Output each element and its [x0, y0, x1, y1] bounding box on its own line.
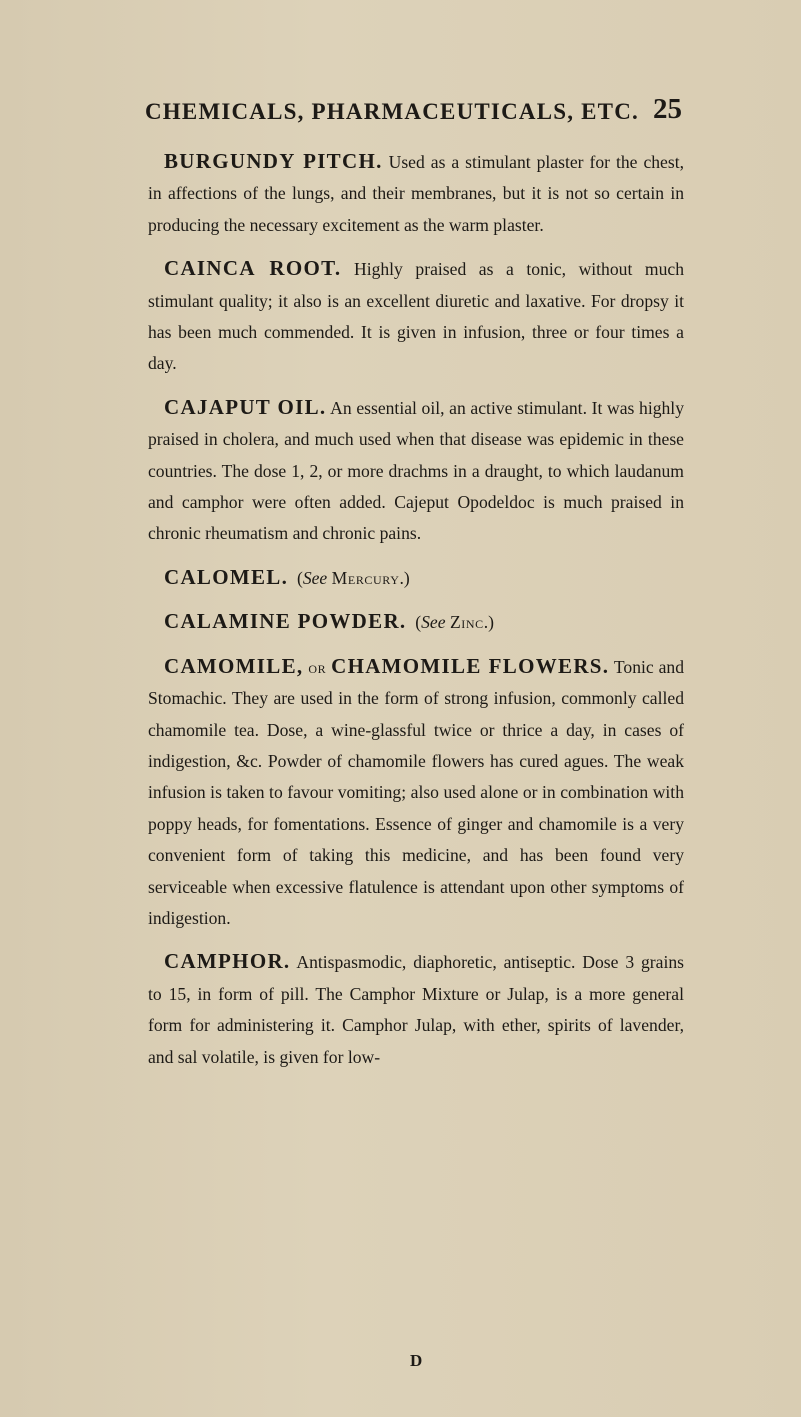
entry-paragraph [148, 946, 684, 1073]
entry-text: Highly praised as a tonic, without much stimulant quality; it also is an excellent diuretic and laxative. For dropsy it has been much commended. It is given in infusion, three or four times a day. [148, 259, 684, 374]
entry-burgundy-pitch [148, 146, 684, 241]
entry-term: CALOMEL. [164, 564, 289, 589]
entry-paragraph [148, 146, 684, 241]
running-head: CHEMICALS, PHARMACEUTICALS, ETC. [145, 99, 639, 124]
entry-term-alternate: CHAMOMILE FLOWERS. [331, 653, 610, 678]
entry-term: CAMPHOR. [164, 949, 291, 974]
signature-mark: D [410, 1351, 423, 1370]
see-label: See [302, 567, 328, 588]
entry-paragraph [148, 253, 684, 380]
entry-calomel [148, 562, 684, 594]
page-number: 25 [653, 93, 682, 125]
entry-text: Tonic and Stomachic. They are used in the form of strong infusion, commonly called chamomile tea. Dose, a wine-glassful twice or thrice a day, in cases of indigestion, &c. Powder of chamomile flowers has cured agues. The weak infusion is taken to favour vomiting; also used alone or in combination with poppy heads, for fomentations. Essence of ginger and chamomile is a very convenient form of taking this medicine, and has been found very serviceable when excessive flatulence is attendant upon other symptoms of indigestion. [148, 656, 684, 928]
entry-term: CAMOMILE, [164, 653, 304, 678]
cross-reference-target: Mercury [331, 567, 400, 588]
page-body [148, 146, 684, 1085]
entry-text: An essential oil, an active stimulant. It was highly praised in cholera, and much used when that disease was epidemic in these countries. The dose 1, 2, or more drachms in a draught, to which laudanum and camphor were often added. Cajeput Opodeldoc is much praised in chronic rheumatism and chronic pains. [148, 397, 684, 544]
entry-camomile [148, 651, 684, 935]
entry-calamine-powder [148, 606, 684, 638]
see-label: See [421, 612, 446, 633]
entry-text: Antispasmodic, diaphoretic, antiseptic. Dose 3 grains to 15, in form of pill. The Camphor Mixture or Julap, is a more general form for administering it. Camphor Julap, with ether, spirits of lavender, and sal volatile, is given for low- [148, 952, 684, 1067]
entry-conjunction: or [308, 656, 327, 677]
cross-reference-close: .) [399, 567, 410, 588]
entry-term: CAINCA ROOT. [164, 256, 342, 281]
entry-paragraph [148, 562, 684, 594]
entry-cajaput-oil [148, 392, 684, 550]
cross-reference-open: ( [415, 612, 422, 633]
cross-reference-open: ( [296, 567, 303, 588]
entry-paragraph [148, 606, 684, 638]
page-header [0, 93, 801, 133]
entry-paragraph [148, 651, 684, 935]
entry-term: CAJAPUT OIL. [164, 394, 327, 419]
cross-reference-close: .) [483, 612, 495, 633]
entry-term: CALAMINE POWDER. [164, 609, 407, 634]
entry-cainca-root [148, 253, 684, 380]
entry-text: Used as a stimulant plaster for the chest, in affections of the lungs, and their membranes, but it is not so certain in producing the necessary excitement as the warm plaster. [148, 152, 684, 235]
entry-camphor [148, 946, 684, 1073]
cross-reference-target: Zinc [449, 612, 484, 633]
entry-term: BURGUNDY PITCH. [164, 149, 383, 173]
entry-paragraph [148, 392, 684, 550]
